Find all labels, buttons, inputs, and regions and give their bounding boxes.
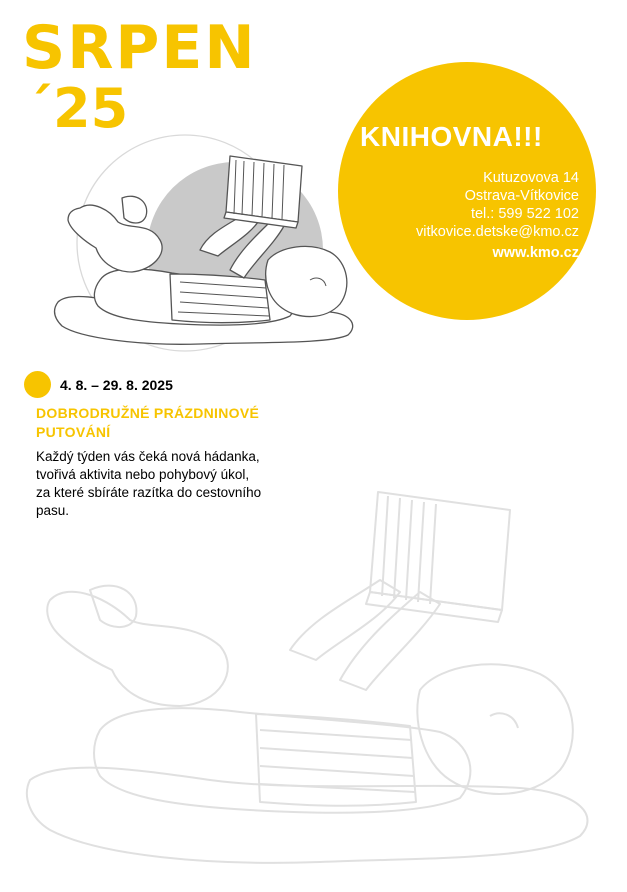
event-dates: 4. 8. – 29. 8. 2025	[60, 377, 173, 393]
month-title: SRPEN	[22, 13, 257, 83]
email-link[interactable]: vitkovice.detske@kmo.cz	[416, 224, 579, 240]
website-link[interactable]: www.kmo.cz	[492, 245, 579, 261]
baby-reading-outline-illustration	[20, 480, 610, 885]
baby-reading-illustration	[40, 130, 370, 370]
event-title	[36, 404, 336, 442]
phone-number: tel.: 599 522 102	[470, 206, 579, 222]
description-line: za které sbíráte razítka do cestovního	[36, 485, 262, 500]
event-description	[36, 448, 306, 520]
library-info-circle	[338, 62, 596, 320]
year-title: ´25	[26, 77, 129, 140]
library-title: KNIHOVNA!!!	[360, 121, 543, 152]
description-line: Každý týden vás čeká nová hádanka,	[36, 449, 260, 464]
address-street: Kutuzovova 14	[483, 170, 579, 186]
event-bullet	[24, 371, 51, 398]
description-line: pasu.	[36, 503, 70, 518]
event-title-line: DOBRODRUŽNÉ PRÁZDNINOVÉ	[36, 405, 260, 421]
event-title-line: PUTOVÁNÍ	[36, 424, 111, 440]
library-address	[416, 169, 579, 241]
address-city: Ostrava-Vítkovice	[464, 188, 579, 204]
description-line: tvořivá aktivita nebo pohybový úkol,	[36, 467, 250, 482]
